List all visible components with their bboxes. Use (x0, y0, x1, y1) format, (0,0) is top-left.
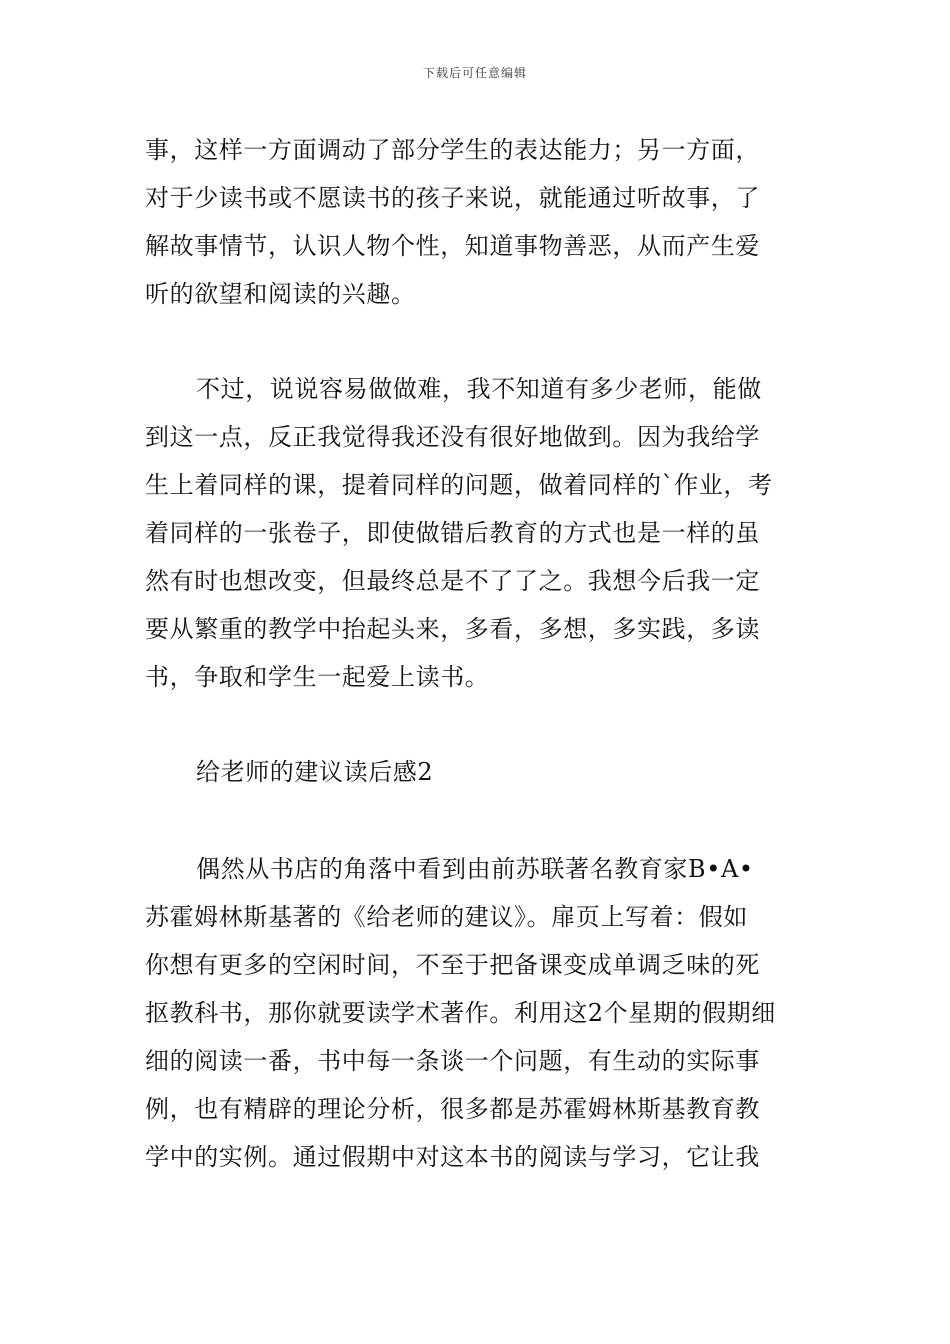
paragraph-spacer (145, 701, 807, 748)
text-line: 学中的实例。通过假期中对这本书的阅读与学习，它让我 (145, 1143, 760, 1171)
text-line: 听的欲望和阅读的兴趣。 (145, 280, 416, 308)
page-header: 下载后可任意编辑 (422, 66, 527, 80)
text-line: 解故事情节，认识人物个性，知道事物善恶，从而产生爱 (145, 232, 760, 260)
text-line: 偶然从书店的角落中看到由前苏联著名教育家B•A• (196, 855, 754, 883)
text-line: 要从繁重的教学中抬起头来，多看，多想，多实践，多读 (145, 615, 760, 643)
paragraph-1 (145, 126, 807, 318)
text-line: 例，也有精辟的理论分析，很多都是苏霍姆林斯基教育教 (145, 1095, 760, 1123)
section-heading (145, 748, 807, 796)
text-line: 然有时也想改变，但最终总是不了了之。我想今后我一定 (145, 567, 760, 595)
text-line: 苏霍姆林斯基著的《给老师的建议》。扉页上写着：假如 (145, 903, 748, 931)
text-line: 抠教科书，那你就要读学术著作。利用这2个星期的假期细 (145, 999, 776, 1027)
paragraph-spacer (145, 318, 807, 365)
paragraph-3 (145, 845, 807, 1181)
text-line: 你想有更多的空闲时间，不至于把备课变成单调乏味的死 (145, 951, 760, 979)
text-line: 不过，说说容易做做难，我不知道有多少老师，能做 (196, 375, 762, 403)
text-line: 着同样的一张卷子，即使做错后教育的方式也是一样的虽 (145, 519, 760, 547)
text-line: 生上着同样的课，提着同样的问题，做着同样的`作业，考 (145, 471, 773, 499)
paragraph-2 (145, 365, 807, 701)
text-line: 细的阅读一番，书中每一条谈一个问题，有生动的实际事 (145, 1047, 760, 1075)
paragraph-spacer (145, 796, 807, 845)
text-line: 事，这样一方面调动了部分学生的表达能力；另一方面， (145, 136, 760, 164)
text-line: 到这一点，反正我觉得我还没有很好地做到。因为我给学 (145, 423, 760, 451)
text-line: 书，争取和学生一起爱上读书。 (145, 663, 490, 691)
heading-line: 给老师的建议读后感2 (196, 758, 434, 786)
document-body (145, 126, 807, 1181)
text-line: 对于少读书或不愿读书的孩子来说，就能通过听故事，了 (145, 184, 760, 212)
